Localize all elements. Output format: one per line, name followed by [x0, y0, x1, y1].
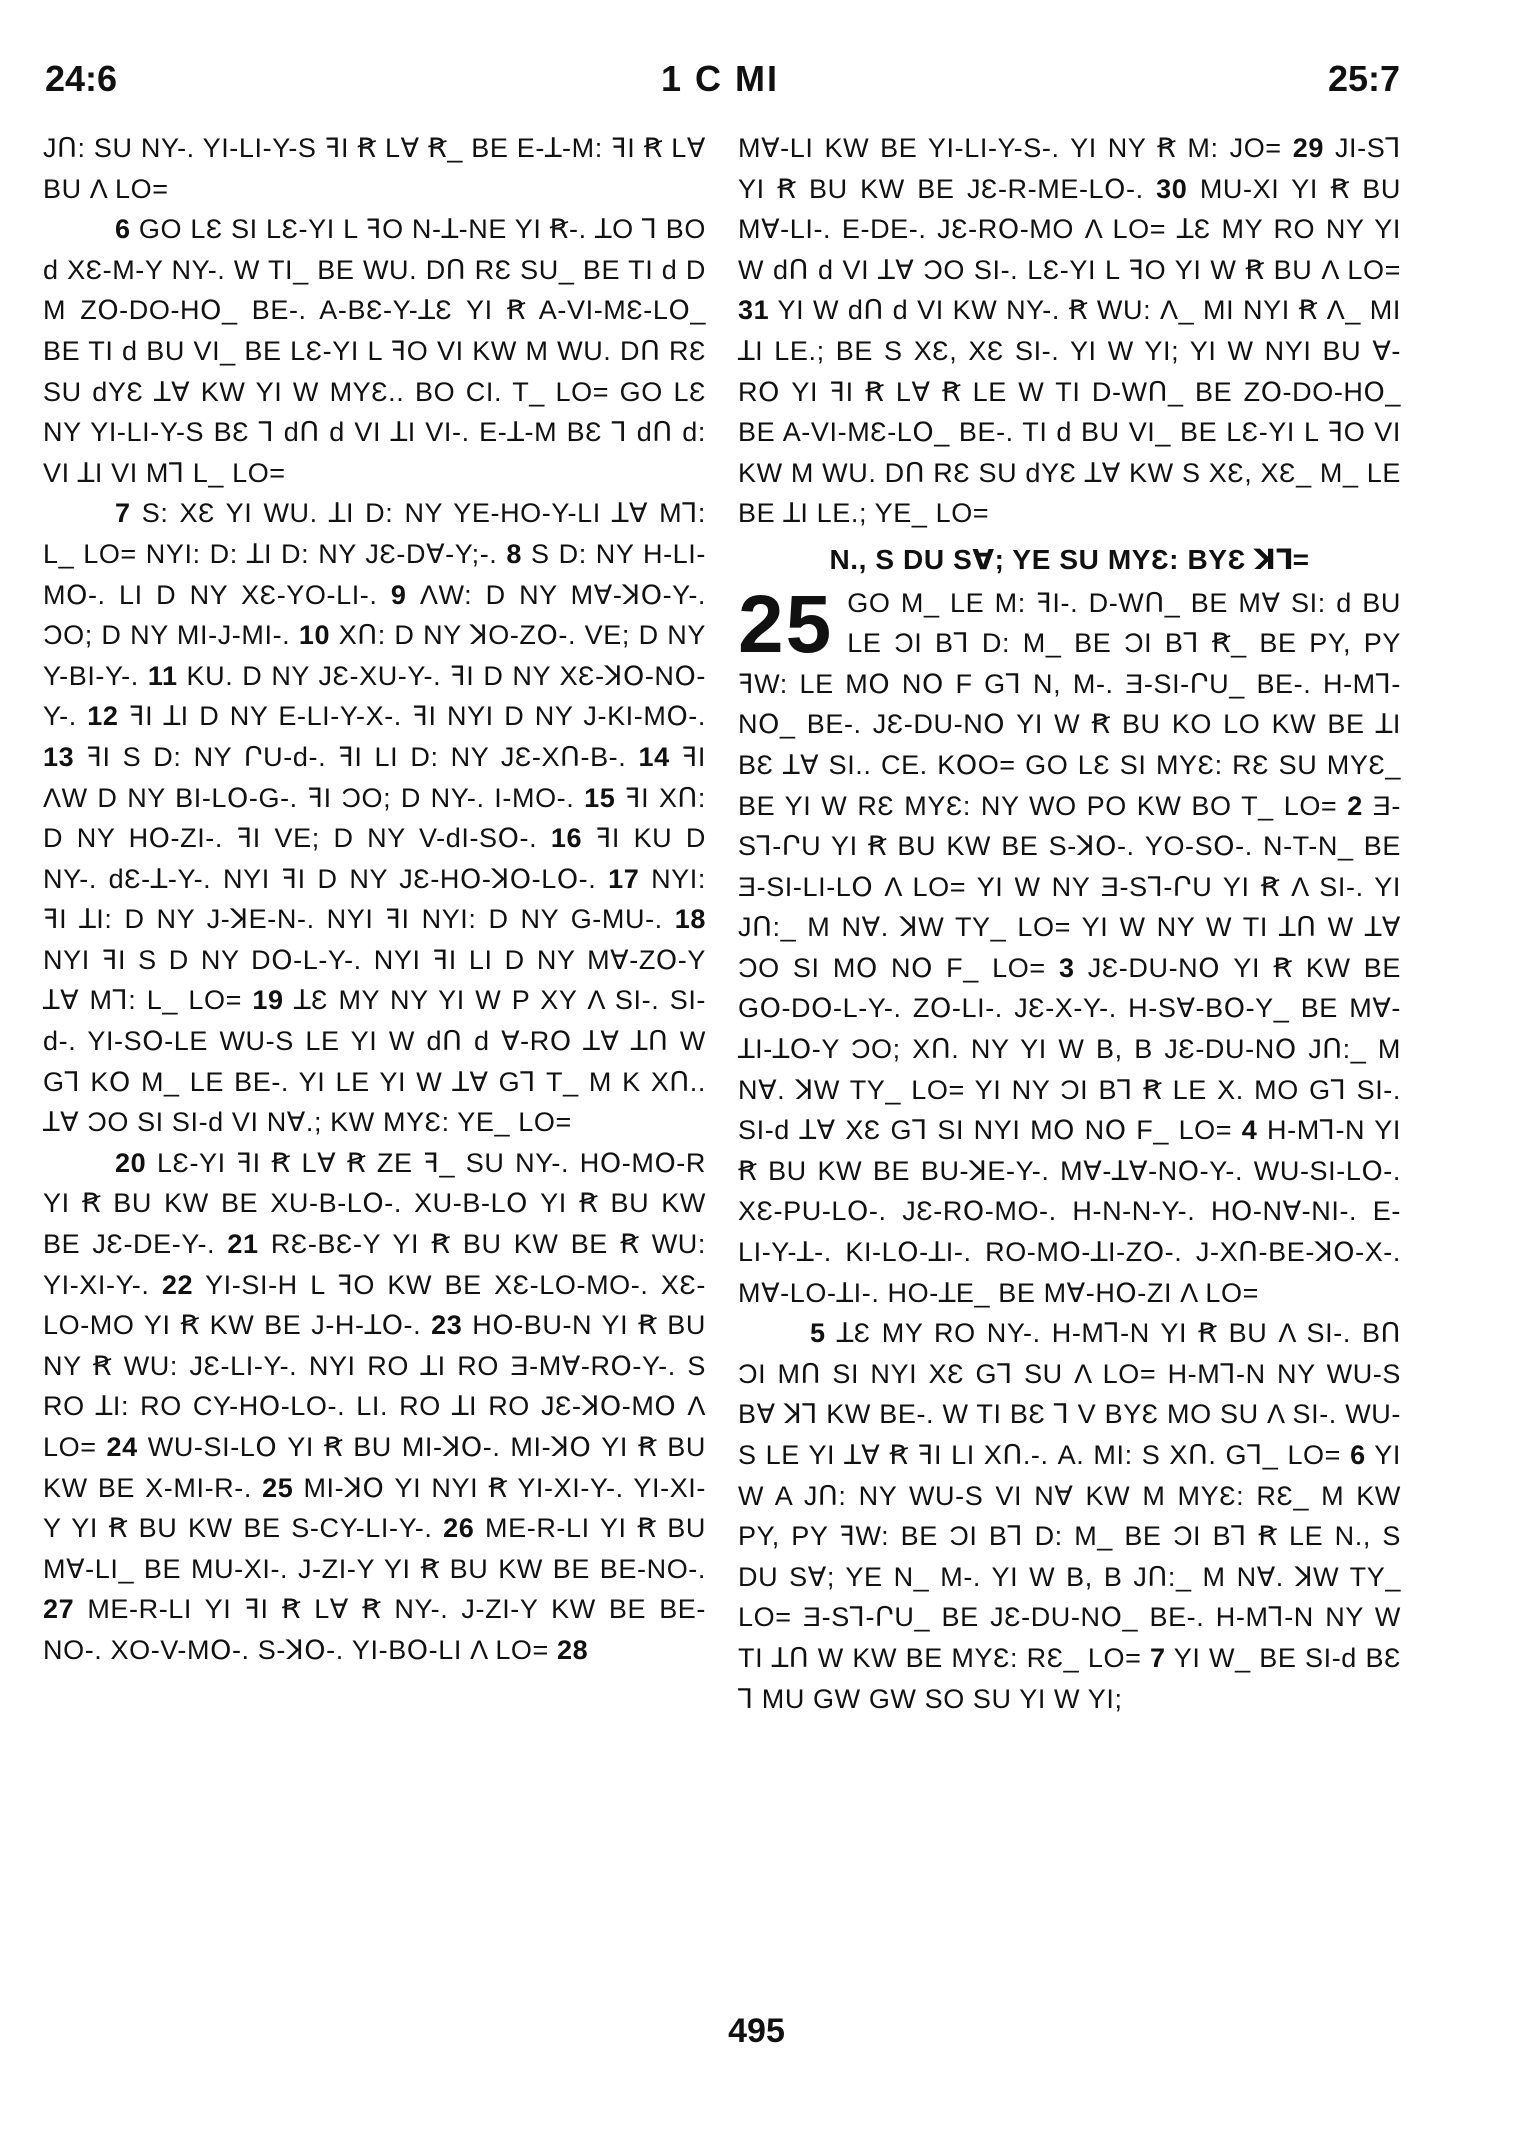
right-column-top-text	[738, 128, 1401, 534]
verse-text: S D: NY H-LI-MՕ-. LI D NY XƐ-YO-LI-.	[43, 538, 706, 610]
verse-number: 2	[1347, 790, 1363, 821]
verse-number: 17	[608, 863, 640, 894]
verse-number: 30	[1156, 173, 1188, 204]
verse-number: 15	[584, 782, 616, 813]
paragraph	[738, 578, 1401, 1314]
verse-text: ꟻI XՈ: D NY HՕ-ZI-. ꟻI VE; D NY V-ԁI-SՕ-.	[43, 782, 707, 854]
verse-text: YI W A JՈ: NY WU-S VI NⱯ KW M MYƐ: RƐ_ M KW PY, PY ꟻW: BE ƆI Bꓶ D: M_ BE ƆI Bꓶ Ꞧ LE N., S DU SⱯ; YE N_ M-. YI W B, B JՈ:_ M NⱯ. ꓘW TY_ LO= Ǝ-Sꓶ-ՐU_ BE JƐ-DU-NՕ_ BE-. H-Mꓶ-N NY W TI ꓕՈ W KW BE MYƐ: RƐ_ LO=	[738, 1440, 1401, 1673]
verse-text: GO LƐ SI LƐ-YI L ꟻO N-ꓕ-NE YI Ꞧ-. ꓕO ꓶ BO d XƐ-M-Y NY-. W TI_ BE WU. DՈ RƐ SU_ BE TI d D M ZՕ-DO-HՕ_ BE-. A-BƐ-Y-ꓕƐ YI Ꞧ A-VI-MƐ-LՕ_ BE TI d BU VI_ BE LƐ-YI L ꟻO VI KW M WU. DՈ RƐ SU ԁYƐ ꓕⱯ KW YI W MYƐ.. BO CI. T_ LO= GO LƐ NY YI-LI-Y-S BƐ ꓶ ԁՈ d VI ꓕI VI-. E-ꓕ-M BƐ ꓶ ԁՈ d: VI ꓕI VI Mꓶ L_ LO=	[43, 214, 706, 488]
verse-text: S: XƐ YI WU. ꓕI D: NY YE-HO-Y-LI ꓕⱯ Mꓶ: L_ LO= NYI: D: ꓕI D: NY JƐ-DⱯ-Y;-.	[43, 498, 707, 569]
verse-text: ꓕƐ MY NY YI W P XY Λ SI-. SI-d-. YI-SՕ-LE WU-S LE YI W ԁՈ d Ɐ-RՕ ꓕⱯ ꓕՈ W Gꓶ KՕ M_ LE BE-. YI LE YI W ꓕⱯ Gꓶ T_ M K XՈ.. ꓕⱯ ƆO SI SI-ԁ VI NⱯ.; KW MYƐ: YE_ LO=	[43, 985, 707, 1138]
verse-number: 4	[1241, 1115, 1258, 1146]
verse-text: NYI: ꟻI ꓕI: D NY J-ꓘE-N-. NYI ꟻI NYI: D NY G-MU-.	[43, 863, 706, 935]
header-right-reference: 25:7	[1327, 58, 1400, 99]
paragraph	[43, 493, 706, 1143]
verse-text: KU. D NY JƐ-XU-Y-. ꟻI D NY XƐ-ꓘՕ-NՕ-Y-.	[43, 660, 706, 732]
verse-number: 9	[390, 579, 407, 610]
verse-text: RƐ-BƐ-Y YI Ꞧ BU KW BE Ꞧ WU: YI-XI-Y-.	[43, 1229, 706, 1300]
verse-text: ME-R-LI YI ꟻI Ꞧ LⱯ Ꞧ NY-. J-ZI-Y KW BE BE-NO-. XO-V-MՕ-. S-ꓘՕ-. YI-BՕ-LI Λ LO=	[43, 1594, 706, 1665]
verse-text: HՕ-BU-N YI Ꞧ BU NY Ꞧ WU: JƐ-LI-Y-. NYI RO ꓕI RO Ǝ-MⱯ-RՕ-Y-. S RO ꓕI: RO CY-HՕ-LO-. LI. RO ꓕI RO JƐ-ꓘՕ-MՕ Λ LO=	[43, 1310, 706, 1462]
verse-number: 16	[550, 823, 583, 854]
header-left-reference: 24:6	[45, 58, 118, 99]
verse-text: MⱯ-LI KW BE YI-LI-Y-S-. YI NY Ꞧ M: JO=	[738, 133, 1282, 163]
verse-number: 25	[262, 1472, 294, 1503]
verse-number: 23	[431, 1310, 463, 1341]
verse-text: ΛW: D NY MⱯ-ꓘՕ-Y-. ƆO; D NY MI-J-MI-.	[43, 579, 707, 651]
verse-text: YI W_ BE SI-d BƐ ꓶ MU GW GW SO SU YI W YI;	[738, 1642, 1401, 1714]
verse-number: 3	[1058, 952, 1075, 983]
paragraph	[43, 1143, 706, 1671]
verse-text: ꓕƐ MY RO NY-. H-Mꓶ-N YI Ꞧ BU Λ SI-. BՈ ƆI MՈ SI NYI XƐ Gꓶ SU Λ LO= H-Mꓶ-N NY WU-S BⱯ ꓘꓶ KW BE-. W TI BƐ ꓶ V BYƐ MO SU Λ SI-. WU-S LE YI ꓕⱯ Ꞧ ꟻI LI XՈ.-. A. MI: S XՈ. Gꓶ_ LO=	[738, 1318, 1401, 1470]
verse-number: 19	[252, 985, 284, 1016]
verse-text: H-Mꓶ-N YI Ꞧ BU KW BE BU-ꓘE-Y-. MⱯ-ꓕⱯ-NՕ-Y-. WU-SI-LՕ-. XƐ-PU-LՕ-. JƐ-RՕ-MO-. H-N-N-Y-. HՕ-NⱯ-NI-. E-LI-Y-ꓕ-. KI-LՕ-ꓕI-. RO-MՕ-ꓕI-ZՕ-. J-XՈ-BE-ꓘՕ-X-. MⱯ-LO-ꓕI-. HO-ꓕE_ BE MⱯ-HՕ-ZI Λ LO=	[738, 1115, 1401, 1308]
paragraph	[738, 128, 1401, 534]
verse-number: 27	[43, 1594, 75, 1625]
chapter-number: 25	[738, 578, 834, 670]
verse-text: Ǝ-Sꓶ-ՐU YI Ꞧ BU KW BE S-ꓘՕ-. YO-SՕ-. N-T-N_ BE Ǝ-SI-LI-LՕ Λ LO= YI W NY Ǝ-Sꓶ-ՐU YI Ꞧ Λ SI-. YI JՈ:_ M NⱯ. ꓘW TY_ LO= YI W NY W TI ꓕՈ W ꓕⱯ ƆO SI MՕ NՕ F_ LO=	[738, 790, 1401, 983]
header-book-title: 1 C MI	[660, 58, 779, 99]
verse-text: MI-ꓘՕ YI NYI Ꞧ YI-XI-Y-. YI-XI-Y YI Ꞧ BU KW BE S-CY-LI-Y-.	[43, 1472, 706, 1544]
verse-number: 10	[298, 620, 331, 651]
section-heading: N., S DU SⱯ; YE SU MYƐ: BYƐ ꓘꓶ=	[829, 543, 1310, 575]
verse-text: WU-SI-LՕ YI Ꞧ BU MI-ꓘՕ-. MI-ꓘՕ YI Ꞧ BU KW BE X-MI-R-.	[43, 1432, 706, 1503]
verse-text: YI-SI-H L ꟻO KW BE XƐ-LO-MO-. XƐ-LO-MO YI Ꞧ KW BE J-H-ꓕՕ-.	[43, 1269, 706, 1341]
verse-number: 18	[674, 904, 706, 935]
verse-text: NYI ꟻI S D NY DՕ-L-Y-. NYI ꟻI LI D NY MⱯ-ZՕ-Y ꓕⱯ Mꓶ: L_ LO=	[43, 944, 706, 1016]
verse-text: YI W ԁՈ d VI KW NY-. Ꞧ WU: Λ_ MI NYI Ꞧ Λ_ MI ꓕI LE.; BE S XƐ, XƐ SI-. YI W YI; YI W NYI BU Ɐ-RՕ YI ꟻI Ꞧ LⱯ Ꞧ LE W TI D-WՈ_ BE ZՕ-DO-HՕ_ BE A-VI-MƐ-LՕ_ BE-. TI d BU VI_ BE LƐ-YI L ꟻO VI KW M WU. DՈ RƐ SU ԁYƐ ꓕⱯ KW S XƐ, XƐ_ M_ LE BE ꓕI LE.; YE_ LO=	[738, 295, 1401, 529]
verse-number: 12	[87, 701, 119, 732]
verse-number: 21	[227, 1229, 259, 1260]
left-column	[43, 128, 706, 1671]
verse-text: ꟻI ΛW D NY BI-LՕ-G-. ꟻI ƆO; D NY-. I-MO-.	[43, 741, 706, 813]
verse-number: 8	[506, 538, 523, 569]
verse-text: GO M_ LE M: ꟻI-. D-WՈ_ BE MⱯ SI: d BU LE ƆI Bꓶ D: M_ BE ƆI Bꓶ Ꞧ_ BE PY, PY ꟻW: LE MՕ NՕ F Gꓶ N, M-. Ǝ-SI-ՐU_ BE-. H-Mꓶ-NՕ_ BE-. JƐ-DU-NՕ YI W Ꞧ BU KO LO KW BE ꓕI BƐ ꓕⱯ SI.. CE. KՕO= GO LƐ SI MYƐ: RƐ SU MYƐ_ BE YI W RƐ MYƐ: NY WO PO KW BO T_ LO=	[738, 587, 1401, 821]
chapter-verses	[738, 578, 1401, 1720]
verse-number: 29	[1292, 133, 1324, 163]
verse-number: 11	[147, 660, 178, 691]
verse-number: 28	[557, 1634, 589, 1665]
verse-number: 6	[115, 214, 131, 245]
verse-text: LƐ-YI ꟻI Ꞧ LⱯ Ꞧ ZE ꟻ_ SU NY-. HՕ-MՕ-R YI Ꞧ BU KW BE XU-B-LՕ-. XU-B-LՕ YI Ꞧ BU KW BE JƐ-DE-Y-.	[43, 1147, 706, 1260]
verse-text: JI-Sꓶ YI Ꞧ BU KW BE JƐ-R-ME-LՕ-.	[738, 133, 1401, 204]
verse-number: 26	[443, 1513, 475, 1544]
page-header	[40, 58, 1400, 108]
verse-text: ꟻI KU D NY-. ԁƐ-ꓕ-Y-. NYI ꟻI D NY JƐ-HՕ-ꓘՕ-LՕ-.	[43, 823, 706, 894]
verse-text: ꟻI S D: NY ՐU-ԁ-. ꟻI LI D: NY JƐ-XՈ-B-.	[86, 741, 627, 772]
verse-number: 7	[1150, 1642, 1166, 1673]
verse-text: XՈ: D NY ꓘO-ZՕ-. VE; D NY Y-BI-Y-.	[43, 620, 706, 691]
verse-number: 31	[738, 295, 770, 326]
verse-text: JƐ-DU-NՕ YI Ꞧ KW BE GՕ-DՕ-L-Y-. ZՕ-LI-. JƐ-X-Y-. H-SⱯ-BՕ-Y_ BE MⱯ-ꓕI-ꓕՕ-Y ƆO; XՈ. NY YI W B, B JƐ-DU-NՕ JՈ:_ M NⱯ. ꓘW TY_ LO= YI NY ƆI Bꓶ Ꞧ LE X. MO Gꓶ SI-. SI-d ꓕⱯ XƐ Gꓶ SI NYI MՕ NՕ F_ LO=	[738, 952, 1401, 1146]
verse-text: JՈ: SU NY-. YI-LI-Y-S ꟻI Ꞧ LⱯ Ꞧ_ BE E-ꓕ-M: ꟻI Ꞧ LⱯ BU Λ LO=	[43, 133, 706, 204]
verse-text: ME-R-LI YI Ꞧ BU MⱯ-LI_ BE MU-XI-. J-ZI-Y YI Ꞧ BU KW BE BE-NO-.	[43, 1513, 707, 1584]
verse-number: 7	[115, 498, 131, 529]
paragraph	[738, 1313, 1401, 1719]
verse-text: ꟻI ꓕI D NY E-LI-Y-X-. ꟻI NYI D NY J-KI-MՕ-.	[128, 701, 707, 732]
verse-number: 24	[106, 1432, 138, 1462]
verse-number: 14	[638, 741, 670, 772]
verse-number: 5	[810, 1318, 826, 1349]
verse-number: 22	[161, 1269, 194, 1300]
verse-number: 13	[43, 741, 75, 772]
verse-number: 20	[115, 1147, 147, 1178]
right-column	[738, 128, 1401, 1719]
paragraph	[43, 128, 706, 209]
page-number: 495	[728, 2012, 785, 2050]
chapter-block	[738, 578, 1401, 1720]
paragraph	[43, 209, 706, 493]
verse-number: 6	[1350, 1440, 1366, 1470]
verse-text: MU-XI YI Ꞧ BU MⱯ-LI-. E-DE-. JƐ-RՕ-MO Λ LO= ꓕƐ MY RO NY YI W ԁՈ d VI ꓕⱯ ƆO SI-. LƐ-YI L ꟻO YI W Ꞧ BU Λ LO=	[738, 173, 1401, 285]
